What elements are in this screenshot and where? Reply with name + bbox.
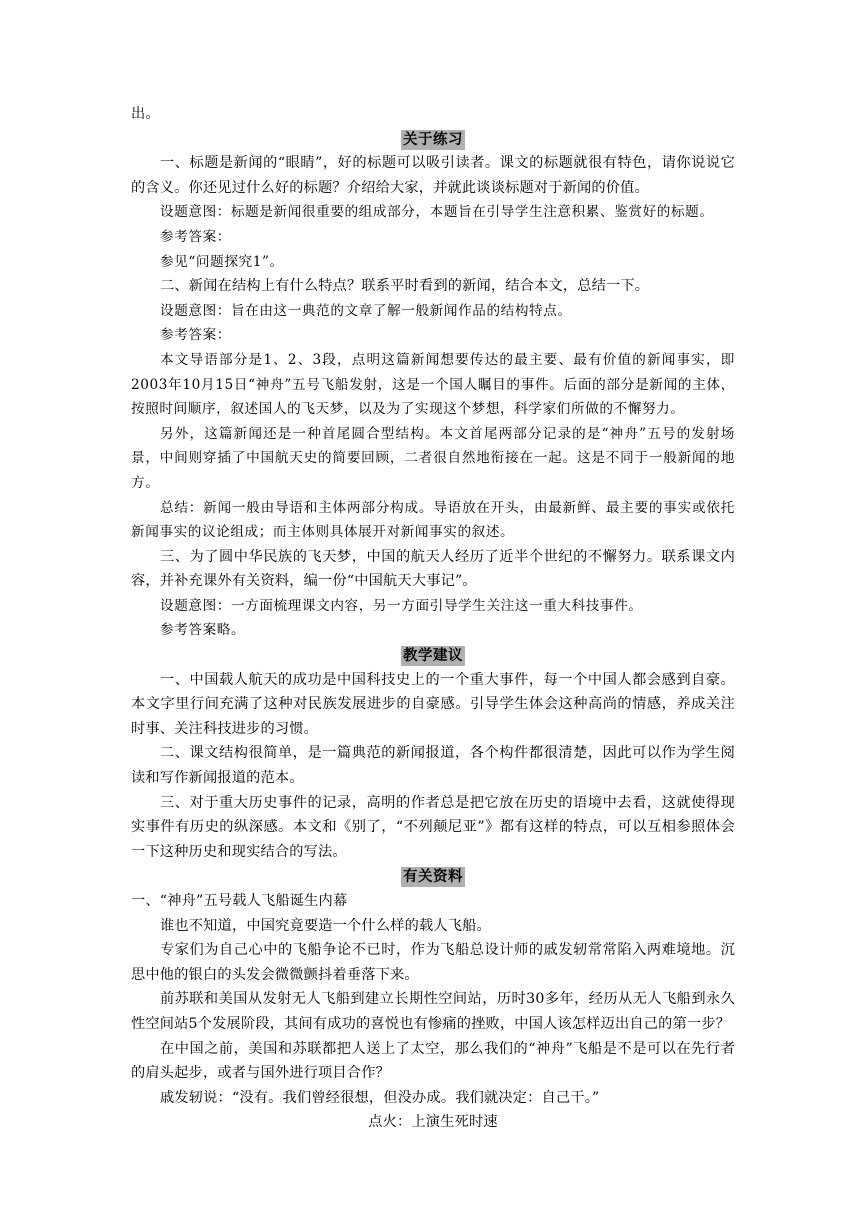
paragraph: 三、对于重大历史事件的记录，高明的作者总是把它放在历史的语境中去看，这就使得现实事件有历史的纵深感。本文和《别了，“不列颠尼亚”》都有这样的特点，可以互相参照体会一下这种历史和现实结合的写法。 (131, 794, 735, 860)
paragraph: 专家们为自己心中的飞船争论不已时，作为飞船总设计师的戚发轫常常陷入两难境地。沉思中他的银白的头发会微微颤抖着垂落下来。 (131, 942, 735, 983)
section-heading-teaching (131, 643, 735, 668)
paragraph: 设题意图：标题是新闻很重要的组成部分，本题旨在引导学生注意积累、鉴赏好的标题。 (160, 204, 714, 221)
document-body (131, 102, 735, 1135)
section-heading-practice (131, 127, 735, 152)
section-heading-label: 关于练习 (403, 130, 463, 148)
paragraph: 二、新闻在结构上有什么特点？联系平时看到的新闻，结合本文，总结一下。 (160, 278, 650, 295)
paragraph: 总结：新闻一般由导语和主体两部分构成。导语放在开头，由最新鲜、最主要的事实或依托新闻事实的议论组成；而主体则具体展开对新闻事实的叙述。 (131, 499, 735, 541)
paragraph: 在中国之前，美国和苏联都把人送上了太空，那么我们的“神舟”飞船是不是可以在先行者的肩头起步，或者与国外进行项目合作？ (131, 1040, 735, 1082)
paragraph: 谁也不知道，中国究竟要造一个什么样的载人飞船。 (160, 917, 491, 934)
paragraph: 参考答案： (160, 228, 231, 245)
text-line: 出。 (131, 106, 160, 122)
paragraph: 设题意图：一方面梳理课文内容，另一方面引导学生关注这一重大科技事件。 (160, 597, 643, 614)
subheading: 点火：上演生死时速 (368, 1114, 498, 1131)
paragraph: 前苏联和美国从发射无人飞船到建立长期性空间站，历时30多年，经历从无人飞船到永久性空间站5个发展阶段，其间有成功的喜悦也有惨痛的挫败，中国人该怎样迈出自己的第一步？ (131, 991, 735, 1032)
paragraph: 参见“问题探究1”。 (160, 253, 284, 270)
paragraph: 参考答案略。 (160, 622, 246, 639)
paragraph: 一、“神舟”五号载人飞船诞生内幕 (131, 893, 348, 909)
paragraph: 一、中国载人航天的成功是中国科技史上的一个重大事件，每一个中国人都会感到自豪。本文字里行间充满了这种对民族发展进步的自豪感。引导学生体会这种高尚的情感，养成关注时事、关注科技进步的习惯。 (131, 671, 735, 737)
section-heading-materials (131, 864, 735, 889)
paragraph: 本文导语部分是1、2、3段，点明这篇新闻想要传达的最主要、最有价值的新闻事实，即2003年10月15日“神舟”五号飞船发射，这是一个国人瞩目的事件。后面的部分是新闻的主体，按照时间顺序，叙述国人的飞天梦，以及为了实现这个梦想，科学家们所做的不懈努力。 (131, 351, 735, 418)
paragraph: 戚发轫说：“没有。我们曾经很想，但没办成。我们就决定：自己干。” (160, 1089, 600, 1106)
paragraph: 一、标题是新闻的“眼睛”，好的标题可以吸引读者。课文的标题就很有特色，请你说说它的含义。你还见过什么好的标题？介绍给大家，并就此谈谈标题对于新闻的价值。 (131, 155, 735, 196)
paragraph: 参考答案： (160, 327, 231, 344)
paragraph: 另外，这篇新闻还是一种首尾圆合型结构。本文首尾两部分记录的是“神舟”五号的发射场景，中间则穿插了中国航天史的简要回顾，二者很自然地衔接在一起。这是不同于一般新闻的地方。 (131, 425, 735, 491)
paragraph: 设题意图：旨在由这一典范的文章了解一般新闻作品的结构特点。 (160, 302, 572, 319)
paragraph: 三、为了圆中华民族的飞天梦，中国的航天人经历了近半个世纪的不懈努力。联系课文内容，并补充课外有关资料，编一份“中国航天大事记”。 (131, 548, 735, 590)
paragraph: 二、课文结构很简单，是一篇典范的新闻报道，各个构件都很清楚，因此可以作为学生阅读和写作新闻报道的范本。 (131, 745, 735, 787)
section-heading-label: 教学建议 (403, 647, 463, 665)
section-heading-label: 有关资料 (403, 868, 463, 886)
